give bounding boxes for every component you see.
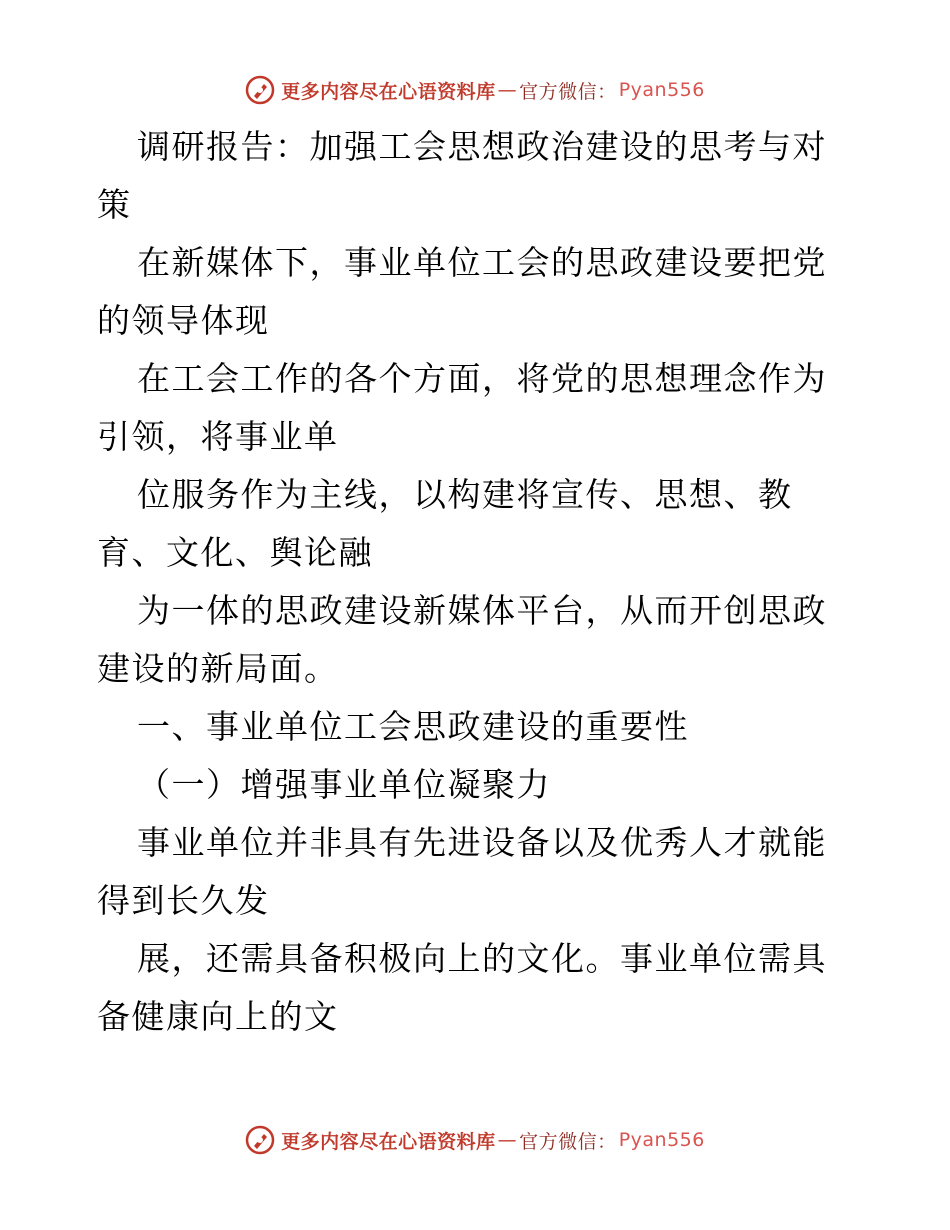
watermark-wechat-id: Pyan556 — [618, 1129, 705, 1151]
paragraph: 位服务作为主线，以构建将宣传、思想、教育、文化、舆论融 — [97, 475, 793, 572]
document-body — [97, 118, 857, 1046]
footer-watermark — [0, 1120, 950, 1160]
doc-title: 调研报告：加强工会思想政治建设的思考与对策 — [97, 127, 827, 224]
paragraph: 事业单位并非具有先进设备以及优秀人才就能得到长久发 — [97, 823, 827, 920]
header-watermark — [0, 70, 950, 110]
watermark-dash: — — [497, 79, 518, 101]
paragraph: 为一体的思政建设新媒体平台，从而开创思政建设的新局面。 — [97, 591, 827, 688]
watermark-brand: 更多内容尽在心语资料库 — [281, 1130, 496, 1153]
watermark-dash: — — [497, 1129, 518, 1151]
watermark-brand: 更多内容尽在心语资料库 — [281, 80, 496, 103]
subsection-heading: （一）增强事业单位凝聚力 — [137, 765, 551, 804]
watermark-label: 官方微信： — [519, 1130, 617, 1153]
watermark-label: 官方微信： — [519, 80, 617, 103]
paragraph: 展，还需具备积极向上的文化。事业单位需具备健康向上的文 — [97, 939, 827, 1036]
pen-logo-icon — [245, 1125, 275, 1155]
section-heading: 一、事业单位工会思政建设的重要性 — [137, 707, 689, 746]
paragraph: 在新媒体下，事业单位工会的思政建设要把党的领导体现 — [97, 243, 827, 340]
paragraph: 在工会工作的各个方面，将党的思想理念作为引领，将事业单 — [97, 359, 827, 456]
watermark-wechat-id: Pyan556 — [618, 79, 705, 101]
pen-logo-icon — [245, 75, 275, 105]
